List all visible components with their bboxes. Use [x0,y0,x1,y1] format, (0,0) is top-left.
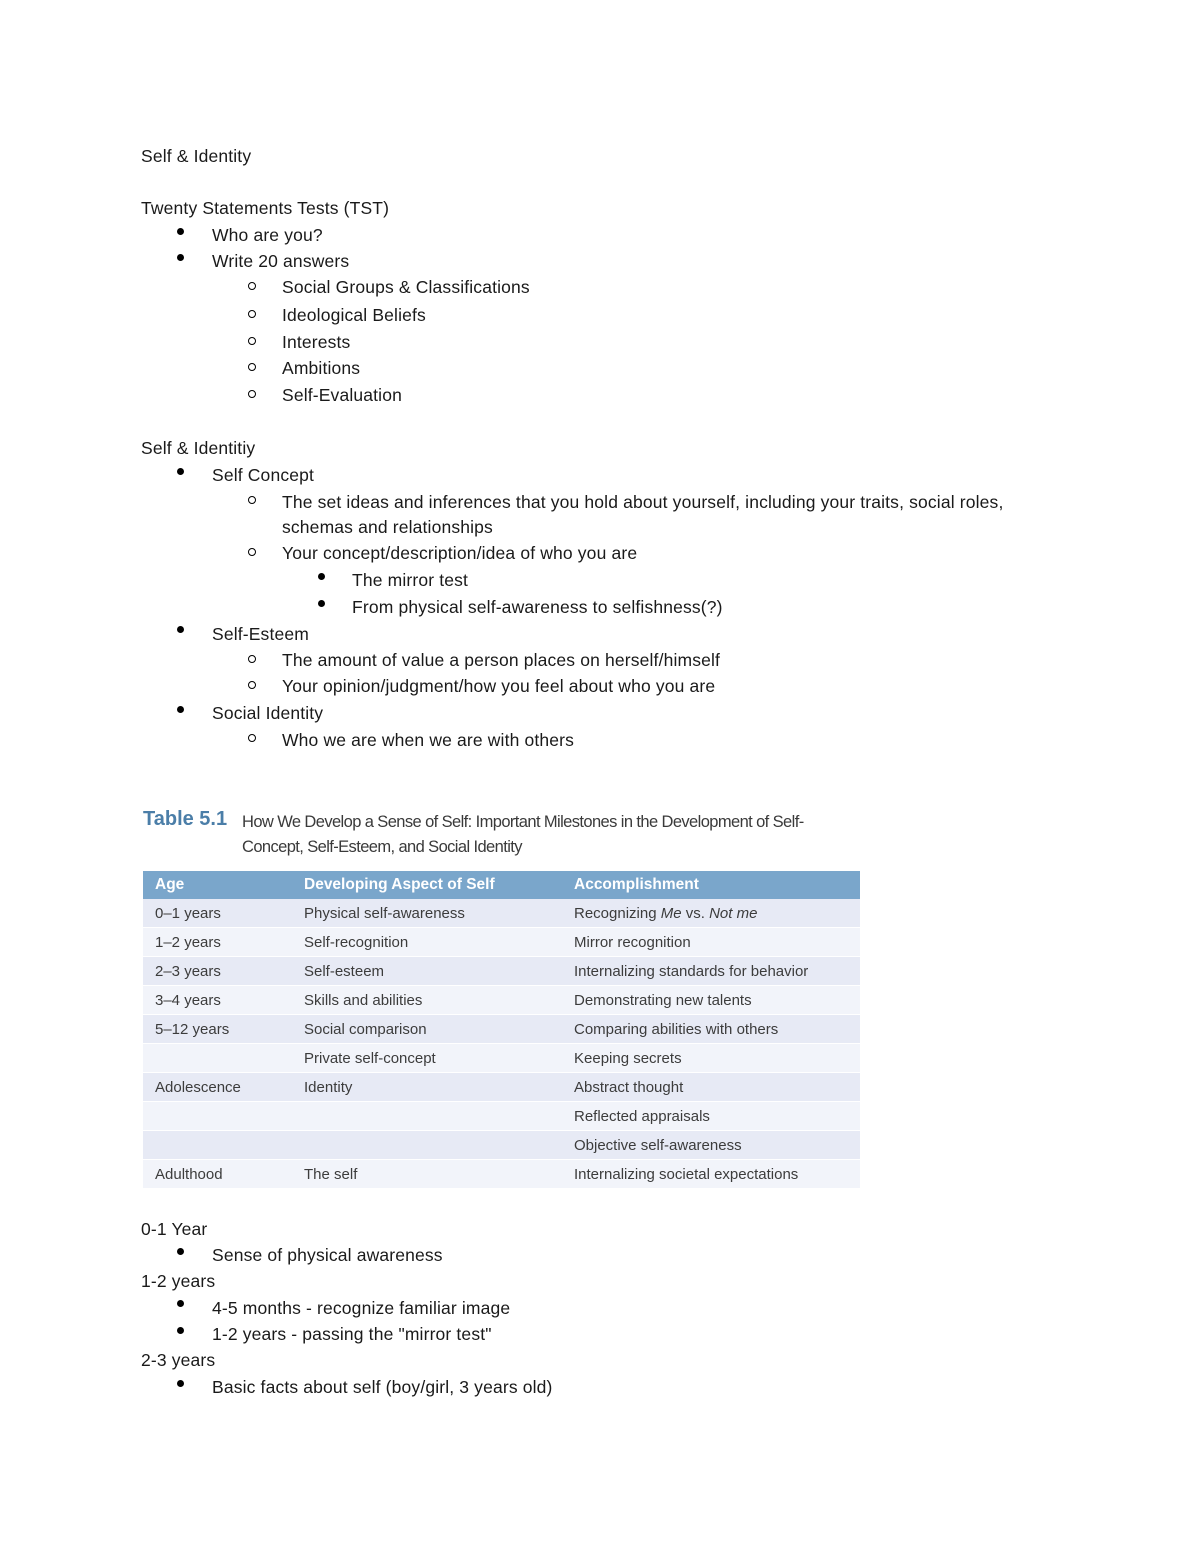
cell-age: 1–2 years [143,928,292,957]
cell-accomplishment: Reflected appraisals [562,1102,860,1131]
circle-bullet-icon [248,337,256,345]
cell-accomplishment: Abstract thought [562,1073,860,1102]
cell-age: 5–12 years [143,1015,292,1044]
cell-age: 3–4 years [143,986,292,1015]
circle-bullet-icon [248,282,256,290]
circle-bullet-icon [248,390,256,398]
cell-aspect: Self-esteem [292,957,562,986]
stage-label: 0-1 Year [141,1219,208,1239]
cell-accomplishment-me: Me [660,904,682,922]
cell-accomplishment-vs: vs. [681,904,710,922]
self-concept-example: From physical self-awareness to selfishness(?) [352,597,723,617]
tst-item: Who are you? [212,225,323,245]
stage-item: 1-2 years - passing the "mirror test" [212,1324,492,1344]
bullet-icon [177,1248,184,1255]
circle-bullet-icon [248,496,256,504]
cell-aspect: Private self-concept [292,1044,562,1073]
table-row [143,1102,860,1131]
tst-subitem: Ambitions [282,358,361,378]
circle-bullet-icon [248,655,256,663]
cell-age: Adulthood [143,1160,292,1189]
stage-item: Basic facts about self (boy/girl, 3 years old) [212,1377,553,1397]
cell-accomplishment-prefix: Recognizing [574,904,661,922]
social-identity-definition: Who we are when we are with others [282,730,575,750]
circle-bullet-icon [248,681,256,689]
cell-aspect: Self-recognition [292,928,562,957]
bullet-icon [177,1380,184,1387]
cell-accomplishment: Mirror recognition [562,928,860,957]
tst-title: Twenty Statements Tests (TST) [141,198,390,218]
circle-bullet-icon [248,363,256,371]
table-row [143,1160,860,1189]
tst-subitem: Social Groups & Classifications [282,277,530,297]
tst-subitem: Self-Evaluation [282,385,402,405]
cell-accomplishment-notme: Not me [709,904,758,922]
table-row [143,957,860,986]
column-header-accomplishment: Accomplishment [562,871,860,899]
cell-accomplishment: Keeping secrets [562,1044,860,1073]
tst-subitem: Interests [282,332,351,352]
bullet-icon [177,468,184,475]
column-header-age: Age [143,871,292,899]
bullet-icon [318,573,325,580]
stage-item: Sense of physical awareness [212,1245,443,1265]
cell-accomplishment: Objective self-awareness [562,1131,860,1160]
cell-age: Adolescence [143,1073,292,1102]
table-row [143,928,860,957]
heading-self-identity: Self & Identity [141,146,252,166]
table-row [143,1073,860,1102]
social-identity-label: Social Identity [212,703,324,723]
circle-bullet-icon [248,310,256,318]
stage-label: 2-3 years [141,1350,216,1370]
cell-aspect: The self [292,1160,562,1189]
milestones-table [143,871,860,1189]
bullet-icon [177,1327,184,1334]
identity-title: Self & Identitiy [141,438,256,458]
cell-aspect: Identity [292,1073,562,1102]
self-concept-description: Your concept/description/idea of who you are [282,543,638,563]
cell-age: 2–3 years [143,957,292,986]
bullet-icon [177,254,184,261]
cell-aspect [292,1131,562,1160]
tst-subitem: Ideological Beliefs [282,305,426,325]
self-esteem-label: Self-Esteem [212,624,309,644]
table-header-row [143,871,860,899]
cell-age: 0–1 years [143,899,292,928]
self-concept-label: Self Concept [212,465,314,485]
table-row [143,1015,860,1044]
cell-accomplishment: Demonstrating new talents [562,986,860,1015]
bullet-icon [177,706,184,713]
self-concept-definition: The set ideas and inferences that you hold about yourself, including your traits, social roles, schemas and relationships [282,492,1004,537]
cell-age [143,1044,292,1073]
cell-accomplishment: Internalizing societal expectations [562,1160,860,1189]
self-concept-example: The mirror test [352,570,469,590]
cell-age [143,1131,292,1160]
bullet-icon [177,626,184,633]
cell-aspect: Social comparison [292,1015,562,1044]
cell-accomplishment [562,899,860,928]
cell-accomplishment: Comparing abilities with others [562,1015,860,1044]
table-row [143,1131,860,1160]
table-row [143,899,860,928]
bullet-icon [177,1300,184,1307]
cell-age [143,1102,292,1131]
cell-aspect [292,1102,562,1131]
tst-item: Write 20 answers [212,251,350,271]
table-label: Table 5.1 [143,808,228,830]
table-row [143,986,860,1015]
cell-aspect: Physical self-awareness [292,899,562,928]
cell-aspect: Skills and abilities [292,986,562,1015]
self-esteem-definition: The amount of value a person places on herself/himself [282,650,721,670]
stage-item: 4-5 months - recognize familiar image [212,1298,511,1318]
column-header-aspect: Developing Aspect of Self [292,871,562,899]
self-esteem-description: Your opinion/judgment/how you feel about who you are [282,676,716,696]
circle-bullet-icon [248,734,256,742]
stage-label: 1-2 years [141,1271,216,1291]
table-caption: How We Develop a Sense of Self: Important Milestones in the Development of Self-Concept, Self-Esteem, and Social Identity [242,813,804,856]
bullet-icon [177,228,184,235]
cell-accomplishment: Internalizing standards for behavior [562,957,860,986]
table-row [143,1044,860,1073]
bullet-icon [318,600,325,607]
circle-bullet-icon [248,548,256,556]
